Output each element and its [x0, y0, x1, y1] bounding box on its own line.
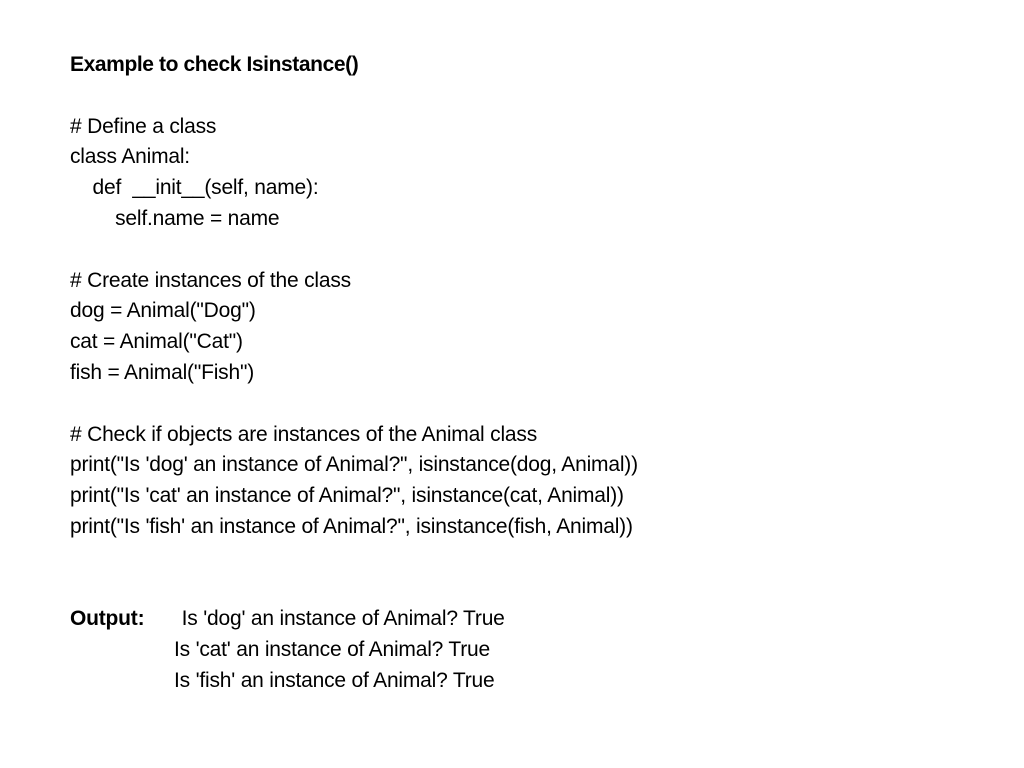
spacer [70, 389, 970, 420]
spacer [70, 81, 970, 112]
spacer [70, 235, 970, 266]
code-line: # Check if objects are instances of the Animal class [70, 422, 538, 446]
output-block [70, 604, 970, 696]
code-line: print("Is 'cat' an instance of Animal?", isinstance(cat, Animal)) [70, 484, 624, 508]
output-label: Output: [70, 607, 145, 631]
code-line: print("Is 'fish' an instance of Animal?", isinstance(fish, Animal)) [70, 514, 633, 538]
code-line: self.name = name [70, 206, 280, 230]
code-line: print("Is 'dog' an instance of Animal?", isinstance(dog, Animal)) [70, 453, 638, 477]
output-line: Is 'fish' an instance of Animal? True [174, 668, 495, 692]
output-line: Is 'dog' an instance of Animal? True [176, 607, 505, 631]
code-line: cat = Animal("Cat") [70, 330, 243, 354]
output-row [70, 604, 970, 635]
code-line: fish = Animal("Fish") [70, 360, 255, 384]
code-block-check-instances [70, 420, 970, 543]
code-line: def __init__(self, name): [70, 176, 319, 200]
code-block-create-instances [70, 266, 970, 389]
code-line: class Animal: [70, 145, 190, 169]
code-block-define-class [70, 112, 970, 235]
code-line: # Define a class [70, 114, 217, 138]
spacer [70, 543, 970, 605]
slide-title: Example to check Isinstance() [70, 53, 359, 76]
code-line: dog = Animal("Dog") [70, 299, 256, 323]
output-line: Is 'cat' an instance of Animal? True [174, 638, 490, 662]
code-line: # Create instances of the class [70, 268, 351, 292]
slide-content [70, 50, 970, 697]
